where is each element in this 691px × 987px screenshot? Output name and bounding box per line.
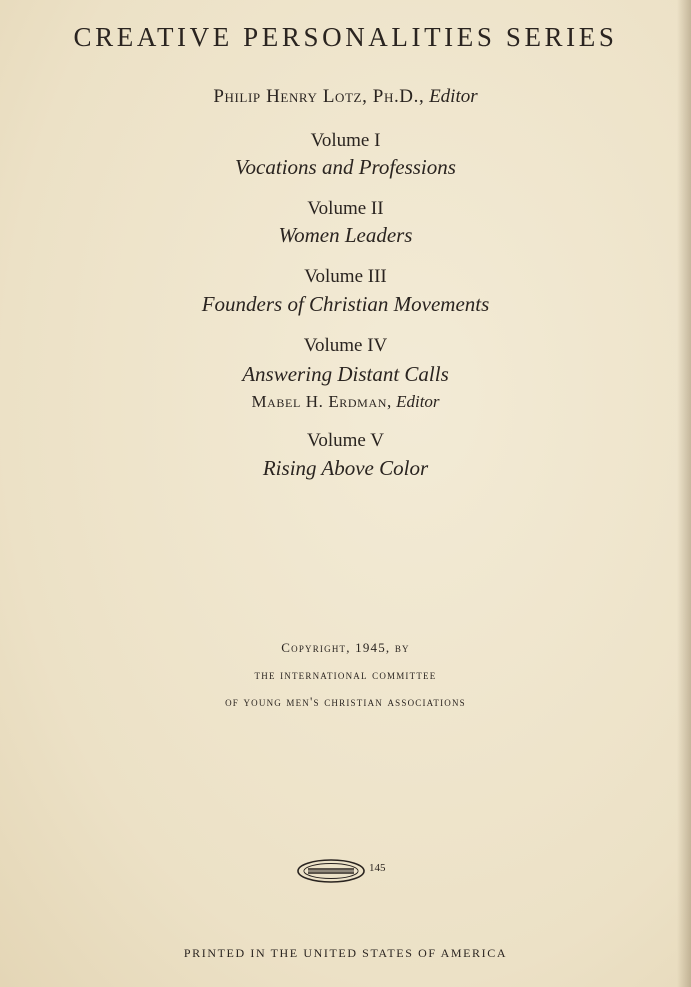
volume-4-editor-role: Editor (396, 392, 440, 411)
volume-4-editor-name: Mabel H. Erdman, (251, 392, 392, 411)
general-editor-line (0, 86, 691, 108)
general-editor-name: Philip Henry Lotz, Ph.D., (213, 86, 425, 107)
volume-5-number: Volume V (307, 430, 384, 451)
printed-in-line: PRINTED IN THE UNITED STATES OF AMERICA (183, 946, 508, 960)
copyright-line-2: the international committee (254, 667, 437, 682)
volume-3-number: Volume III (304, 266, 387, 287)
volume-4-editor-line (0, 392, 691, 412)
copyright-line-1: Copyright, 1945, by (281, 640, 410, 655)
volume-3-title: Founders of Christian Movements (201, 292, 490, 316)
general-editor-role: Editor (429, 86, 478, 107)
volume-4-number: Volume IV (303, 335, 388, 356)
volume-1-number: Volume I (310, 130, 381, 151)
volume-2-number: Volume II (307, 198, 384, 219)
volume-5-title: Rising Above Color (262, 456, 429, 480)
series-title: CREATIVE PERSONALITIES SERIES (73, 22, 618, 52)
union-label-number: 145 (369, 862, 386, 874)
volume-2-title: Women Leaders (278, 223, 413, 247)
copyright-line-3: of young men's christian associations (225, 694, 466, 709)
volume-4-title: Answering Distant Calls (242, 362, 449, 386)
union-label-icon (296, 858, 366, 884)
volume-1-title: Vocations and Professions (235, 155, 456, 179)
